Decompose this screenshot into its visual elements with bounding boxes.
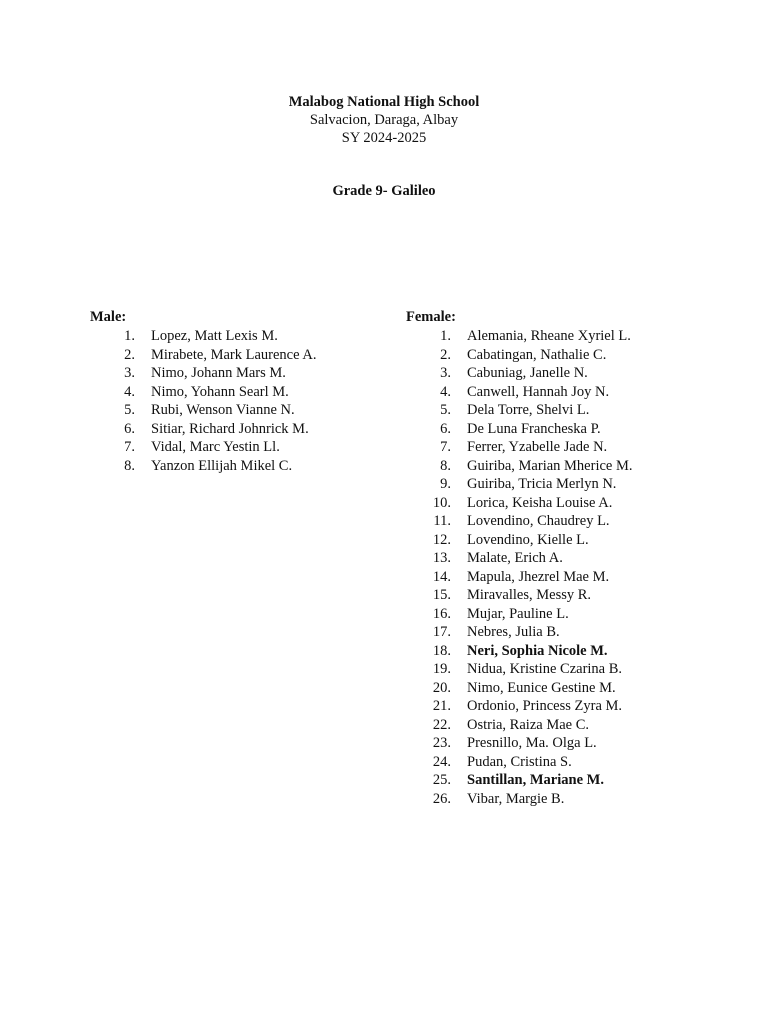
student-name: Nimo, Johann Mars M. — [151, 365, 286, 381]
male-student-row — [90, 364, 316, 383]
student-name: Neri, Sophia Nicole M. — [467, 642, 608, 659]
student-name: Malate, Erich A. — [467, 550, 563, 566]
student-name: Lorica, Keisha Louise A. — [467, 494, 613, 511]
student-number: 19. — [432, 661, 451, 677]
student-number: 7. — [440, 439, 451, 455]
student-number: 5. — [124, 402, 135, 418]
student-name: Ferrer, Yzabelle Jade N. — [467, 439, 608, 455]
student-number: 22. — [432, 716, 451, 733]
female-student-row — [406, 753, 633, 772]
student-name: Mapula, Jhezrel Mae M. — [467, 568, 610, 585]
student-number: 6. — [124, 420, 135, 437]
student-name: De Luna Francheska P. — [467, 420, 601, 437]
female-student-row — [406, 327, 633, 346]
student-number: 4. — [440, 383, 451, 400]
student-name: Mirabete, Mark Laurence A. — [151, 346, 317, 363]
student-number: 10. — [432, 494, 451, 511]
female-student-row — [406, 734, 633, 753]
student-number: 20. — [432, 679, 451, 696]
female-student-row — [406, 716, 633, 735]
student-name: Mujar, Pauline L. — [467, 605, 569, 622]
female-student-row — [406, 679, 633, 698]
section-title: Grade 9- Galileo — [332, 183, 436, 199]
student-name: Cabuniag, Janelle N. — [467, 365, 588, 381]
male-student-row — [90, 383, 316, 402]
school-address: Salvacion, Daraga, Albay — [309, 112, 459, 128]
female-student-row — [406, 697, 633, 716]
student-number: 21. — [432, 698, 451, 714]
student-name: Presnillo, Ma. Olga L. — [467, 735, 597, 751]
female-student-row — [406, 531, 633, 550]
male-student-row — [90, 327, 316, 346]
female-student-row — [406, 494, 633, 513]
female-student-row — [406, 475, 633, 494]
school-name: Malabog National High School — [288, 94, 480, 110]
student-name: Cabatingan, Nathalie C. — [467, 346, 607, 363]
student-name: Nebres, Julia B. — [467, 624, 560, 640]
student-number: 1. — [440, 328, 451, 344]
student-number: 12. — [432, 531, 451, 548]
student-number: 6. — [440, 420, 451, 437]
student-number: 7. — [124, 439, 135, 455]
student-number: 18. — [432, 642, 451, 659]
student-number: 16. — [432, 605, 451, 622]
student-name: Yanzon Ellijah Mikel C. — [151, 457, 293, 474]
student-name: Ordonio, Princess Zyra M. — [467, 698, 623, 714]
student-name: Ostria, Raiza Mae C. — [467, 716, 590, 733]
student-name: Santillan, Mariane M. — [467, 772, 604, 788]
student-number: 15. — [432, 587, 451, 603]
student-number: 13. — [432, 550, 451, 566]
student-name: Canwell, Hannah Joy N. — [467, 383, 610, 400]
student-number: 3. — [440, 365, 451, 381]
female-student-row — [406, 364, 633, 383]
student-number: 3. — [124, 365, 135, 381]
student-number: 26. — [432, 790, 451, 807]
student-number: 2. — [440, 346, 451, 363]
student-name: Nimo, Yohann Searl M. — [151, 383, 289, 400]
student-name: Vibar, Margie B. — [467, 790, 565, 807]
school-year: SY 2024-2025 — [341, 130, 427, 146]
student-name: Guiriba, Marian Mherice M. — [467, 457, 633, 474]
student-name: Rubi, Wenson Vianne N. — [151, 402, 295, 418]
female-heading: Female: — [406, 309, 456, 325]
student-name: Nimo, Eunice Gestine M. — [467, 679, 616, 696]
male-student-row — [90, 401, 316, 420]
female-student-row — [406, 790, 633, 809]
student-number: 8. — [124, 457, 135, 474]
male-column — [90, 308, 316, 475]
student-number: 9. — [440, 476, 451, 492]
male-student-row — [90, 438, 316, 457]
female-student-row — [406, 346, 633, 365]
female-student-row — [406, 549, 633, 568]
male-student-row — [90, 457, 316, 476]
female-student-row — [406, 605, 633, 624]
student-number: 1. — [124, 328, 135, 344]
female-student-row — [406, 642, 633, 661]
student-number: 8. — [440, 457, 451, 474]
female-student-row — [406, 401, 633, 420]
student-name: Vidal, Marc Yestin Ll. — [151, 439, 280, 455]
student-name: Lovendino, Kielle L. — [467, 531, 589, 548]
male-roster — [90, 327, 316, 475]
female-student-row — [406, 586, 633, 605]
student-number: 14. — [432, 568, 451, 585]
student-name: Dela Torre, Shelvi L. — [467, 402, 590, 418]
male-heading: Male: — [90, 309, 127, 325]
female-student-row — [406, 457, 633, 476]
student-name: Sitiar, Richard Johnrick M. — [151, 420, 309, 437]
student-number: 11. — [433, 513, 451, 529]
student-number: 23. — [432, 735, 451, 751]
document-header — [0, 93, 768, 147]
student-number: 4. — [124, 383, 135, 400]
student-number: 5. — [440, 402, 451, 418]
student-name: Nidua, Kristine Czarina B. — [467, 661, 623, 677]
female-student-row — [406, 623, 633, 642]
male-student-row — [90, 420, 316, 439]
student-name: Guiriba, Tricia Merlyn N. — [467, 476, 617, 492]
student-number: 17. — [432, 624, 451, 640]
female-student-row — [406, 420, 633, 439]
female-student-row — [406, 438, 633, 457]
student-number: 24. — [432, 753, 451, 770]
female-roster — [406, 327, 633, 808]
student-name: Alemania, Rheane Xyriel L. — [467, 328, 631, 344]
student-name: Miravalles, Messy R. — [467, 587, 592, 603]
student-name: Pudan, Cristina S. — [467, 753, 572, 770]
female-student-row — [406, 660, 633, 679]
male-student-row — [90, 346, 316, 365]
student-name: Lovendino, Chaudrey L. — [467, 513, 610, 529]
female-student-row — [406, 771, 633, 790]
female-student-row — [406, 512, 633, 531]
student-name: Lopez, Matt Lexis M. — [151, 328, 278, 344]
female-student-row — [406, 383, 633, 402]
student-number: 25. — [432, 772, 451, 788]
female-student-row — [406, 568, 633, 587]
student-number: 2. — [124, 346, 135, 363]
female-column — [406, 308, 633, 808]
